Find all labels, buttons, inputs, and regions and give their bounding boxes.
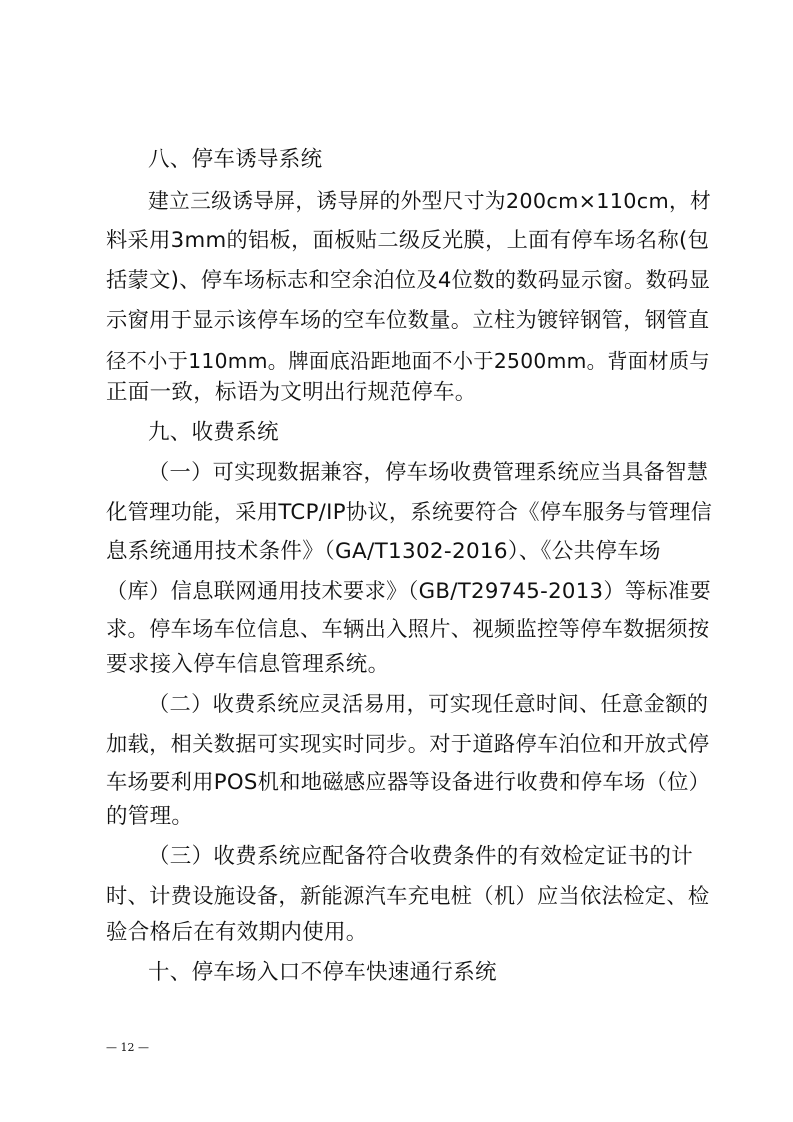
body-text-line: 时、计费设施设备，新能源汽车充电桩（机）应当依法检定、检 [106, 884, 710, 909]
body-text-line: 建立三级诱导屏，诱导屏的外型尺寸为200cm×110cm，材 [148, 189, 712, 213]
body-text-line: 验合格后在有效期内使用。 [106, 920, 368, 945]
body-text-line: 示窗用于显示该停车场的空车位数量。立柱为镀锌钢管，钢管直 [106, 308, 710, 333]
body-text-line: 的管理。 [106, 804, 194, 829]
body-text-line: 加载，相关数据可实现实时同步。对于道路停车泊位和开放式停 [106, 732, 710, 757]
section-heading-10: 十、停车场入口不停车快速通行系统 [148, 960, 497, 985]
section-heading-8: 八、停车诱导系统 [148, 147, 323, 172]
body-text-line: 求。停车场车位信息、车辆出入照片、视频监控等停车数据须按 [106, 617, 710, 642]
section-heading-9: 九、收费系统 [148, 420, 279, 445]
body-text-line: 化管理功能，采用TCP/IP协议，系统要符合《停车服务与管理信 [106, 500, 713, 525]
body-text-line: 料采用3mm的铝板，面板贴二级反光膜，上面有停车场名称(包 [106, 228, 710, 253]
page-number: — 12 — [106, 1041, 149, 1054]
body-text-line: 车场要利用POS机和地磁感应器等设备进行收费和停车场（位） [106, 770, 711, 795]
body-text-line: 径不小于110mm。牌面底沿距地面不小于2500mm。背面材质与 [106, 349, 710, 373]
body-text-line: 息系统通用技术条件》（GA/T1302-2016）、《公共停车场 [106, 539, 661, 564]
body-text-line: （三）收费系统应配备符合收费条件的有效检定证书的计 [148, 844, 694, 869]
body-text-line: （一）可实现数据兼容，停车场收费管理系统应当具备智慧 [148, 460, 709, 485]
body-text-line: 正面一致，标语为文明出行规范停车。 [106, 380, 477, 405]
body-text-line: 括蒙文)、停车场标志和空余泊位及4位数的数码显示窗。数码显 [106, 268, 711, 293]
body-text-line: （二）收费系统应灵活易用，可实现任意时间、任意金额的 [148, 692, 709, 717]
body-text-line: （库）信息联网通用技术要求》（GB/T29745-2013）等标准要 [106, 579, 712, 604]
body-text-line: 要求接入停车信息管理系统。 [106, 652, 390, 677]
